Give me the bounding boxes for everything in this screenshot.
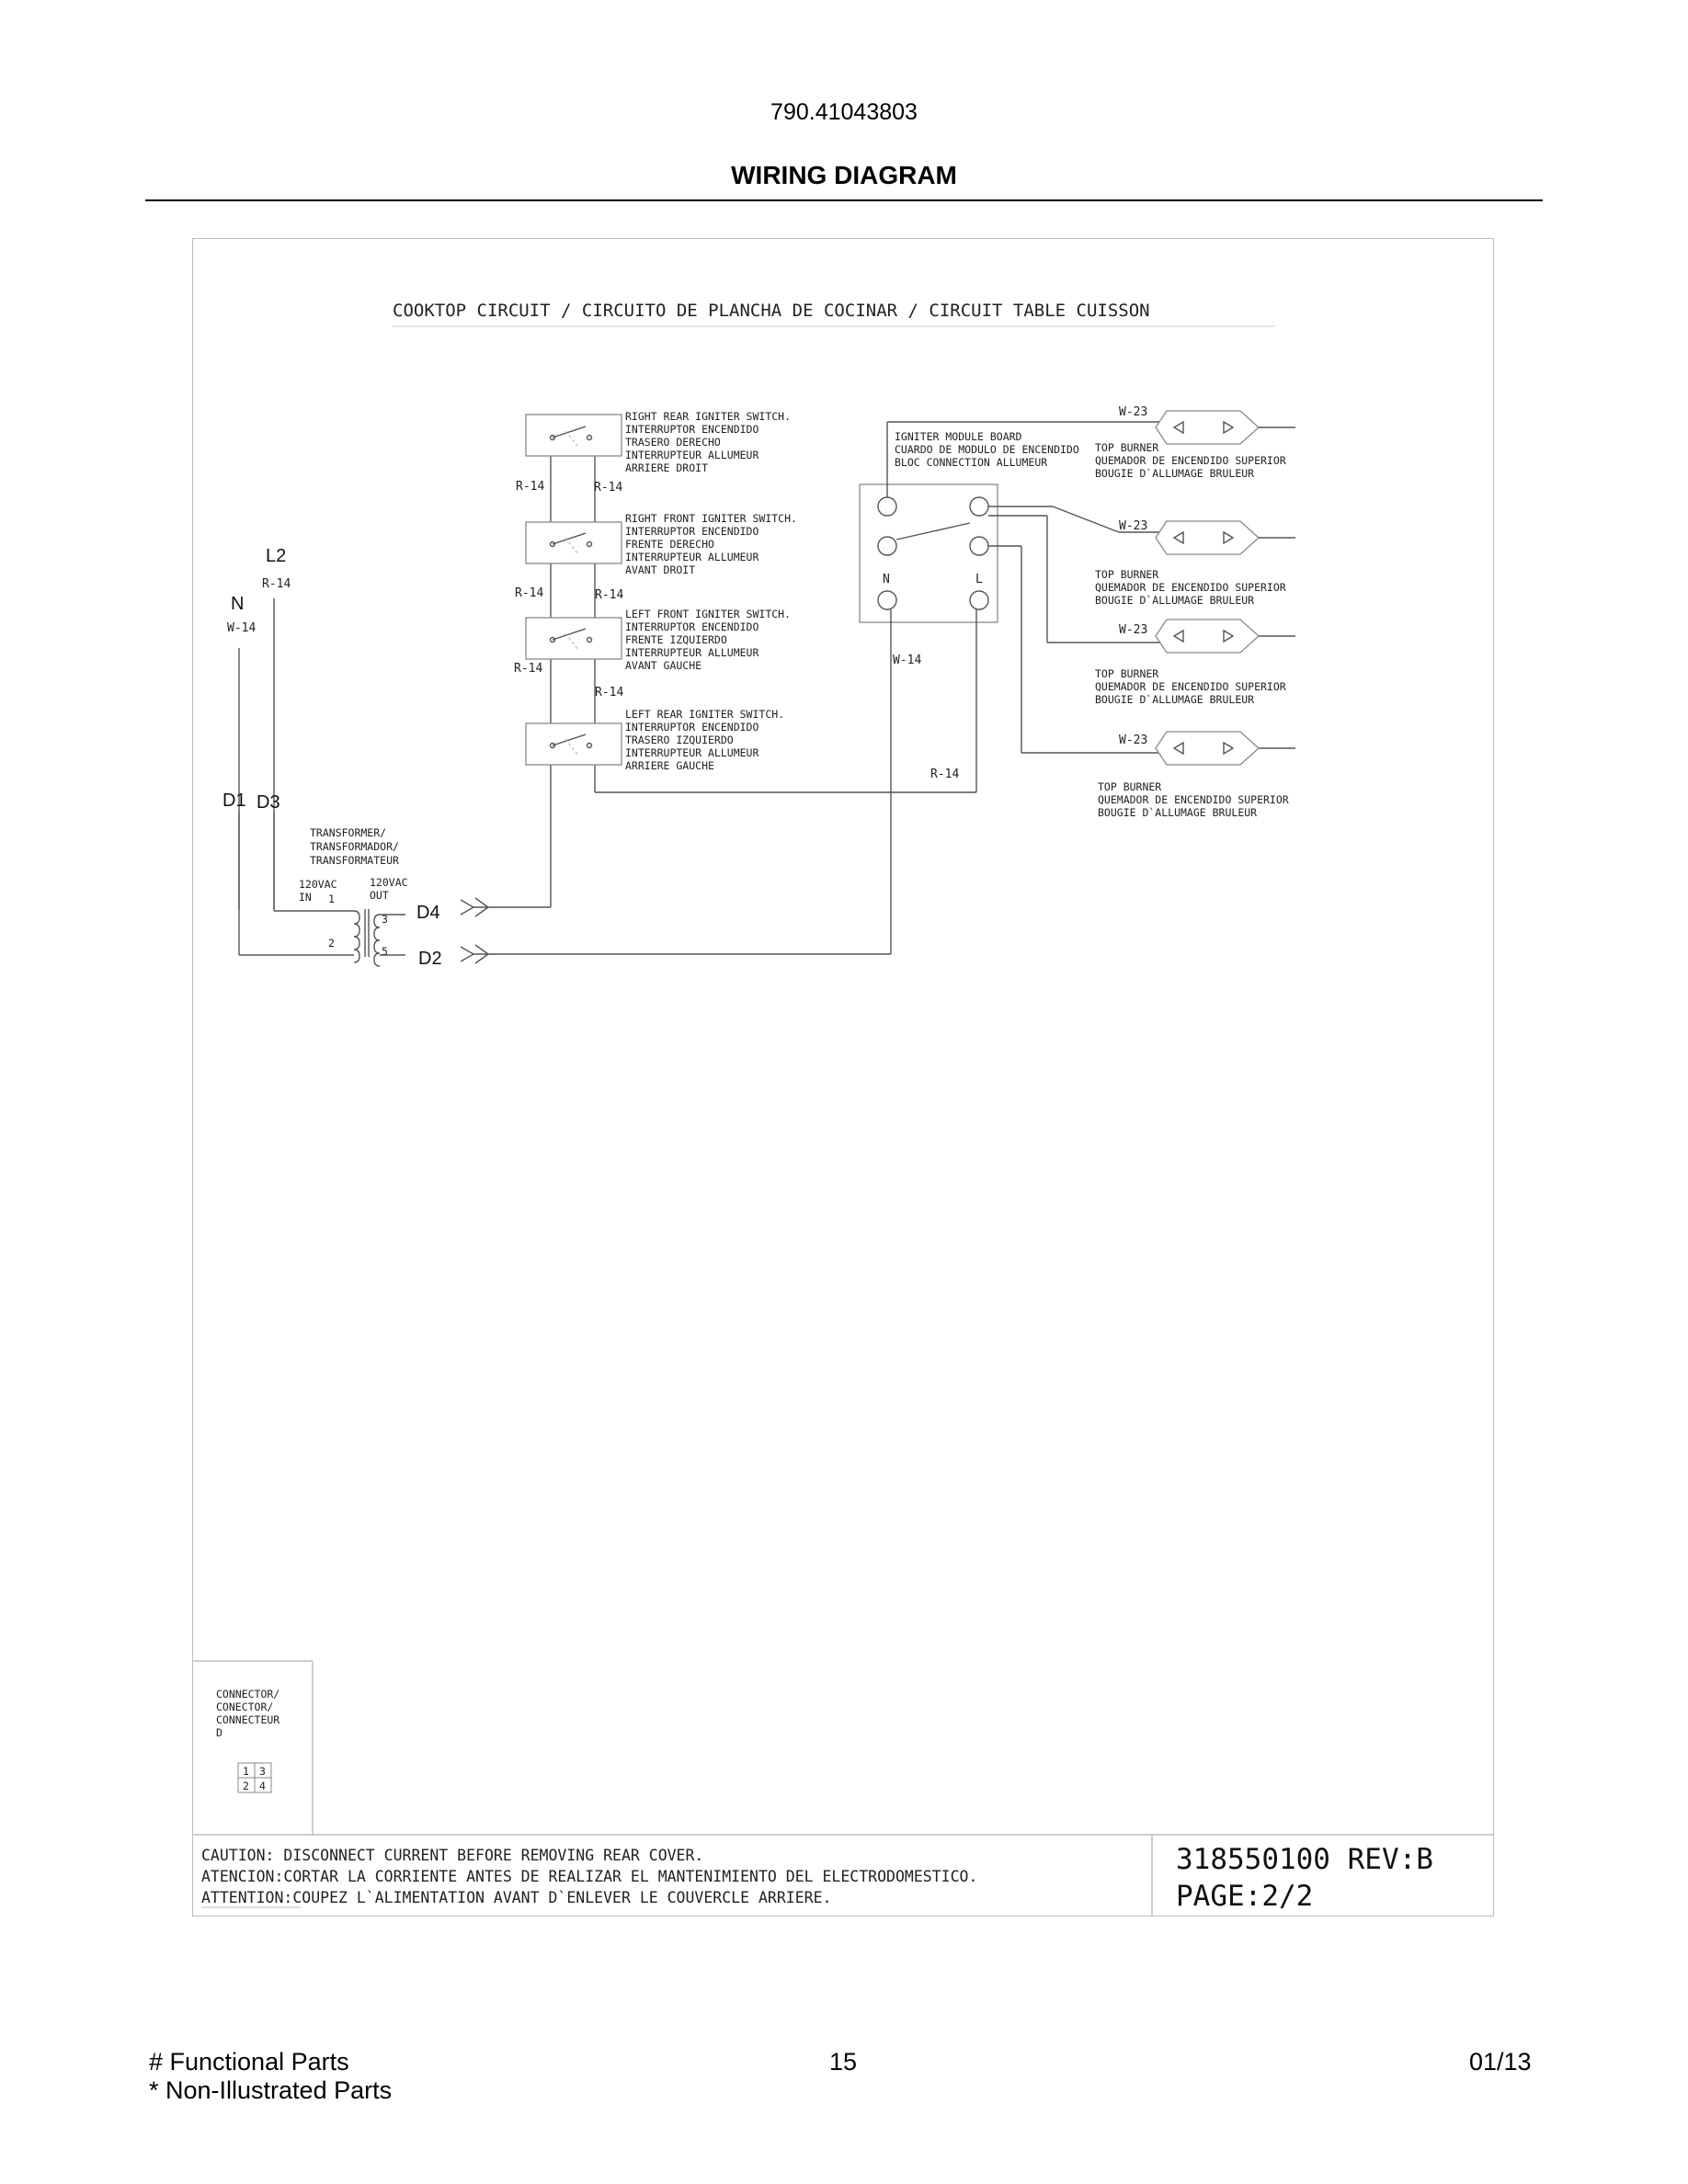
burner-1-line-1: TOP BURNER bbox=[1095, 441, 1159, 454]
connector-d4-label: D4 bbox=[416, 903, 440, 923]
switch-rr-wire-right: R-14 bbox=[594, 481, 623, 495]
module-line-1: IGNITER MODULE BOARD bbox=[895, 430, 1022, 443]
switch-lf-wire-right: R-14 bbox=[595, 686, 624, 700]
burner-3-line-2: QUEMADOR DE ENCENDIDO SUPERIOR bbox=[1095, 680, 1286, 693]
switch-lf-line-3: FRENTE IZQUIERDO bbox=[625, 633, 727, 646]
burner-2-wire: W-23 bbox=[1119, 519, 1148, 533]
module-line-3: BLOC CONNECTION ALLUMEUR bbox=[895, 456, 1048, 469]
caution-line-2: ATENCION:CORTAR LA CORRIENTE ANTES DE REALIZAR EL MANTENIMIENTO DEL ELECTRODOMESTICO. bbox=[201, 1868, 978, 1885]
connector-d2-symbol bbox=[461, 945, 891, 963]
switch-lr-line-3: TRASERO IZQUIERDO bbox=[625, 734, 734, 746]
switch-rr-line-5: ARRIERE DROIT bbox=[625, 461, 709, 474]
burner-2 bbox=[1156, 521, 1295, 554]
switch-rf-wire-right: R-14 bbox=[595, 588, 624, 602]
legend-line-3: CONNECTEUR bbox=[216, 1713, 280, 1726]
switch-right-front bbox=[526, 522, 622, 563]
module-n-label: N bbox=[883, 573, 890, 586]
module-line-2: CUARDO DE MODULO DE ENCENDIDO bbox=[895, 443, 1079, 456]
caution-block bbox=[201, 1847, 977, 1907]
burner-1 bbox=[1156, 411, 1295, 444]
burner-2-line-1: TOP BURNER bbox=[1095, 568, 1159, 581]
switch-rf-line-5: AVANT DROIT bbox=[625, 563, 696, 576]
l2-wire-label: R-14 bbox=[262, 577, 291, 591]
burner-4-line-2: QUEMADOR DE ENCENDIDO SUPERIOR bbox=[1098, 793, 1289, 806]
circuit-title: COOKTOP CIRCUIT / CIRCUITO DE PLANCHA DE COCINAR / CIRCUIT TABLE CUISSON bbox=[393, 301, 1150, 321]
igniter-module-board bbox=[860, 484, 998, 622]
switch-rr-wire-left: R-14 bbox=[516, 480, 545, 494]
connector-d2-label: D2 bbox=[418, 949, 442, 969]
transformer bbox=[299, 826, 408, 966]
document-page: PAGE:2/2 bbox=[1176, 1880, 1314, 1913]
burner-1-line-2: QUEMADOR DE ENCENDIDO SUPERIOR bbox=[1095, 454, 1286, 467]
burner-4-line-1: TOP BURNER bbox=[1098, 780, 1162, 793]
switch-lr-line-1: LEFT REAR IGNITER SWITCH. bbox=[625, 708, 785, 721]
wiring-diagram bbox=[192, 238, 1494, 1917]
switch-right-rear bbox=[526, 415, 622, 456]
switch-rf-wire-left: R-14 bbox=[515, 586, 544, 600]
switch-lf-line-2: INTERRUPTOR ENCENDIDO bbox=[625, 620, 759, 633]
burner-4-wire: W-23 bbox=[1119, 734, 1148, 747]
functional-parts-legend: # Functional Parts bbox=[149, 2048, 349, 2076]
connector-legend bbox=[192, 1661, 313, 1835]
transformer-pin-1: 1 bbox=[328, 893, 335, 905]
page-number: 15 bbox=[829, 2048, 858, 2076]
burner-1-wire: W-23 bbox=[1119, 405, 1148, 419]
switch-rf-line-4: INTERRUPTEUR ALLUMEUR bbox=[625, 551, 759, 563]
transformer-pin-5: 5 bbox=[382, 945, 388, 958]
n-wire-label: W-14 bbox=[227, 621, 257, 635]
burner-3-wire: W-23 bbox=[1119, 623, 1148, 637]
transformer-label-3: TRANSFORMATEUR bbox=[310, 854, 399, 867]
switch-lf-wire-left: R-14 bbox=[514, 662, 543, 676]
power-supply bbox=[227, 546, 291, 909]
transformer-pin-3: 3 bbox=[382, 913, 388, 926]
switch-lr-line-5: ARRIERE GAUCHE bbox=[625, 759, 714, 772]
burner-3 bbox=[1156, 620, 1295, 653]
burner-1-line-3: BOUGIE D`ALLUMAGE BRULEUR bbox=[1095, 467, 1255, 480]
transformer-label-2: TRANSFORMADOR/ bbox=[310, 840, 399, 853]
module-n-wire: W-14 bbox=[893, 654, 922, 667]
module-l-wire: R-14 bbox=[930, 768, 960, 781]
transformer-out-label-2: OUT bbox=[370, 889, 389, 902]
document-number: 318550100 REV:B bbox=[1176, 1843, 1433, 1876]
switch-lr-line-2: INTERRUPTOR ENCENDIDO bbox=[625, 721, 759, 734]
switch-rf-line-3: FRENTE DERECHO bbox=[625, 538, 714, 551]
burner-3-line-1: TOP BURNER bbox=[1095, 667, 1159, 680]
legend-pin-4: 4 bbox=[259, 1780, 266, 1792]
caution-line-1: CAUTION: DISCONNECT CURRENT BEFORE REMOVING REAR COVER. bbox=[201, 1847, 704, 1864]
switch-rr-line-2: INTERRUPTOR ENCENDIDO bbox=[625, 423, 759, 436]
switch-rr-line-1: RIGHT REAR IGNITER SWITCH. bbox=[625, 410, 792, 423]
burner-2-line-3: BOUGIE D`ALLUMAGE BRULEUR bbox=[1095, 594, 1255, 607]
switch-rr-line-3: TRASERO DERECHO bbox=[625, 436, 721, 449]
transformer-label-1: TRANSFORMER/ bbox=[310, 826, 387, 839]
legend-line-1: CONNECTOR/ bbox=[216, 1688, 280, 1701]
model-number: 790.41043803 bbox=[770, 99, 918, 125]
l2-label: L2 bbox=[266, 546, 287, 566]
switch-rf-line-2: INTERRUPTOR ENCENDIDO bbox=[625, 525, 759, 538]
switch-lf-line-1: LEFT FRONT IGNITER SWITCH. bbox=[625, 608, 792, 620]
non-illustrated-legend: * Non-Illustrated Parts bbox=[149, 2076, 393, 2104]
connector-d3-label: D3 bbox=[257, 792, 280, 813]
title-divider bbox=[145, 199, 1543, 201]
switch-rr-line-4: INTERRUPTEUR ALLUMEUR bbox=[625, 449, 759, 461]
burner-3-line-3: BOUGIE D`ALLUMAGE BRULEUR bbox=[1095, 693, 1255, 706]
transformer-out-label-1: 120VAC bbox=[370, 876, 408, 889]
switch-left-front bbox=[526, 618, 622, 659]
module-l-label: L bbox=[975, 573, 983, 586]
legend-line-4: D bbox=[216, 1726, 222, 1739]
caution-line-3: ATTENTION:COUPEZ L`ALIMENTATION AVANT D`ENLEVER LE COUVERCLE ARRIERE. bbox=[201, 1889, 832, 1906]
n-label: N bbox=[231, 594, 245, 614]
switch-lr-line-4: INTERRUPTEUR ALLUMEUR bbox=[625, 746, 759, 759]
legend-pin-3: 3 bbox=[259, 1765, 266, 1778]
page-title: WIRING DIAGRAM bbox=[731, 161, 957, 189]
burner-4 bbox=[1156, 732, 1295, 765]
burner-2-line-2: QUEMADOR DE ENCENDIDO SUPERIOR bbox=[1095, 581, 1286, 594]
transformer-in-label-1: 120VAC bbox=[299, 878, 337, 891]
switch-left-rear bbox=[526, 723, 622, 765]
switch-rf-line-1: RIGHT FRONT IGNITER SWITCH. bbox=[625, 512, 797, 525]
legend-pin-2: 2 bbox=[243, 1780, 249, 1792]
legend-line-2: CONECTOR/ bbox=[216, 1701, 274, 1713]
legend-pin-1: 1 bbox=[243, 1765, 249, 1778]
switch-lf-line-4: INTERRUPTEUR ALLUMEUR bbox=[625, 646, 759, 659]
switch-lf-line-5: AVANT GAUCHE bbox=[625, 659, 702, 672]
connector-d1-label: D1 bbox=[222, 791, 246, 811]
burner-4-line-3: BOUGIE D`ALLUMAGE BRULEUR bbox=[1098, 806, 1258, 819]
connector-d4-symbol bbox=[461, 898, 551, 916]
revision-date: 01/13 bbox=[1469, 2048, 1532, 2076]
transformer-in-label-2: IN bbox=[299, 891, 312, 904]
transformer-pin-2: 2 bbox=[328, 937, 335, 950]
